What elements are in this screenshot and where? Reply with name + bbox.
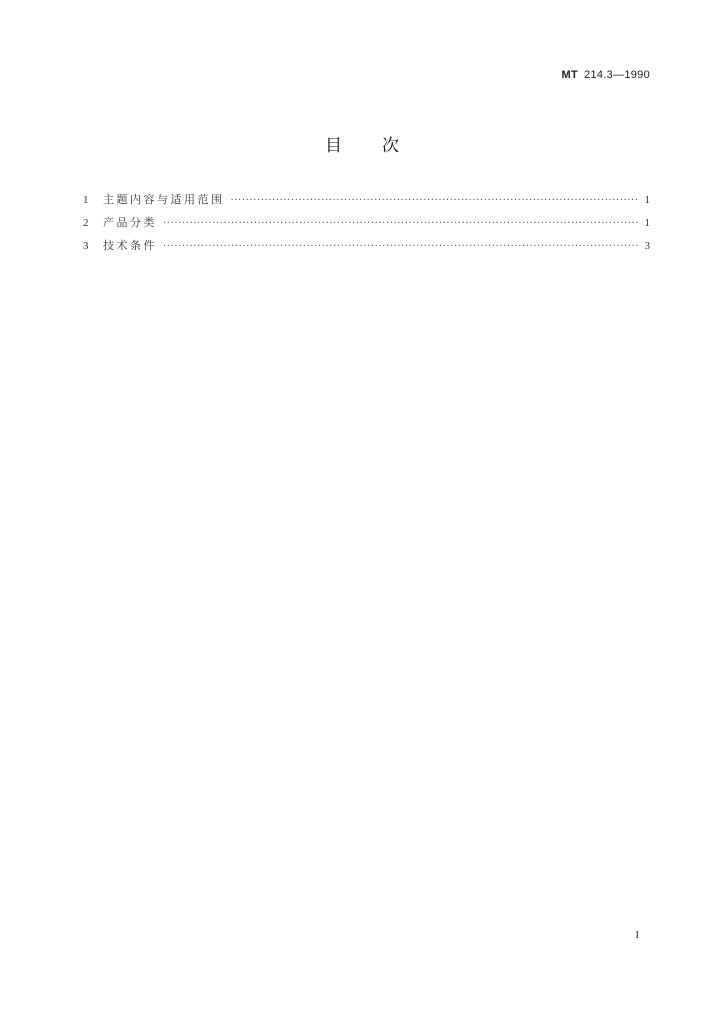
toc-title-char: 目	[325, 136, 342, 156]
toc-title	[0, 131, 724, 156]
standard-number: 214.3—1990	[584, 69, 650, 81]
toc-dot-leader	[163, 218, 639, 229]
toc-entry-title: 主题内容与适用范围	[103, 193, 225, 206]
toc-entry-page: 1	[644, 217, 650, 229]
toc-entry[interactable]	[83, 191, 650, 214]
toc-entry-number: 2	[83, 217, 89, 229]
toc-entry-page: 3	[644, 240, 650, 252]
toc-dot-leader	[163, 241, 639, 252]
standard-code	[562, 69, 650, 81]
toc-entry-title: 产品分类	[103, 216, 157, 229]
toc-entry-title: 技术条件	[103, 239, 157, 252]
page-number: I	[635, 929, 639, 941]
toc-list	[83, 191, 650, 260]
toc-entry[interactable]	[83, 214, 650, 237]
toc-title-char: 次	[382, 136, 399, 156]
toc-dot-leader	[231, 195, 639, 206]
toc-entry-number: 1	[83, 194, 89, 206]
toc-entry-number: 3	[83, 240, 89, 252]
toc-entry-page: 1	[644, 194, 650, 206]
toc-entry[interactable]	[83, 237, 650, 260]
standard-prefix: MT	[561, 69, 578, 81]
